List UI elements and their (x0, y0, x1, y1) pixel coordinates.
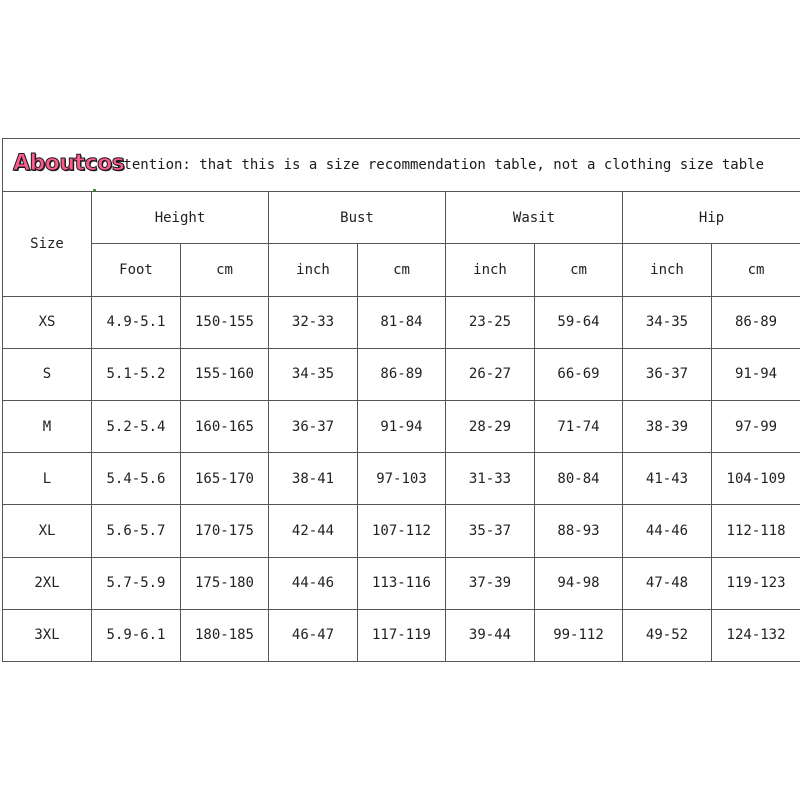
cell-bust-inch: 42-44 (269, 505, 358, 557)
cell-foot: 4.9-5.1 (92, 296, 181, 348)
cell-height-cm: 165-170 (181, 453, 269, 505)
header-group-row (3, 192, 800, 244)
cell-hip-cm: 104-109 (712, 453, 800, 505)
unit-waist-cm: cm (535, 244, 623, 296)
cell-bust-cm: 86-89 (358, 348, 446, 400)
brand-logo: Aboutcos (13, 151, 125, 177)
cell-waist-cm: 59-64 (535, 296, 623, 348)
cell-waist-inch: 37-39 (446, 557, 535, 609)
table-row (3, 505, 800, 557)
size-note: ttention: that this is a size recommendation table, not a clothing size table (115, 157, 765, 174)
cell-waist-cm: 80-84 (535, 453, 623, 505)
cell-waist-inch: 39-44 (446, 609, 535, 661)
cell-bust-cm: 81-84 (358, 296, 446, 348)
cell-foot: 5.9-6.1 (92, 609, 181, 661)
cell-foot: 5.6-5.7 (92, 505, 181, 557)
header-size: Size (3, 192, 92, 296)
cell-hip-inch: 44-46 (623, 505, 712, 557)
cell-size: 3XL (3, 609, 92, 661)
header-bust: Bust (269, 192, 446, 244)
cell-hip-inch: 38-39 (623, 400, 712, 452)
unit-bust-cm: cm (358, 244, 446, 296)
cell-hip-cm: 91-94 (712, 348, 800, 400)
cell-size: 2XL (3, 557, 92, 609)
cell-hip-inch: 49-52 (623, 609, 712, 661)
cell-height-cm: 175-180 (181, 557, 269, 609)
table-row (3, 557, 800, 609)
cell-foot: 5.1-5.2 (92, 348, 181, 400)
cell-hip-cm: 119-123 (712, 557, 800, 609)
banner-row (3, 139, 800, 192)
cell-hip-inch: 47-48 (623, 557, 712, 609)
table-row (3, 609, 800, 661)
cell-hip-inch: 36-37 (623, 348, 712, 400)
corner-mark (93, 189, 96, 192)
cell-size: XL (3, 505, 92, 557)
cell-bust-inch: 38-41 (269, 453, 358, 505)
cell-foot: 5.4-5.6 (92, 453, 181, 505)
cell-waist-inch: 35-37 (446, 505, 535, 557)
cell-waist-inch: 28-29 (446, 400, 535, 452)
unit-bust-inch: inch (269, 244, 358, 296)
cell-hip-inch: 41-43 (623, 453, 712, 505)
cell-hip-cm: 86-89 (712, 296, 800, 348)
cell-waist-cm: 88-93 (535, 505, 623, 557)
cell-waist-inch: 26-27 (446, 348, 535, 400)
cell-bust-inch: 44-46 (269, 557, 358, 609)
cell-waist-cm: 94-98 (535, 557, 623, 609)
banner-cell (3, 139, 800, 192)
cell-hip-inch: 34-35 (623, 296, 712, 348)
cell-bust-cm: 97-103 (358, 453, 446, 505)
cell-height-cm: 170-175 (181, 505, 269, 557)
cell-bust-cm: 113-116 (358, 557, 446, 609)
cell-waist-cm: 66-69 (535, 348, 623, 400)
unit-height-cm: cm (181, 244, 269, 296)
table-row (3, 348, 800, 400)
cell-waist-cm: 71-74 (535, 400, 623, 452)
cell-bust-inch: 36-37 (269, 400, 358, 452)
table-row (3, 400, 800, 452)
cell-foot: 5.7-5.9 (92, 557, 181, 609)
cell-foot: 5.2-5.4 (92, 400, 181, 452)
cell-hip-cm: 97-99 (712, 400, 800, 452)
cell-height-cm: 155-160 (181, 348, 269, 400)
table-row (3, 296, 800, 348)
cell-size: M (3, 400, 92, 452)
cell-waist-inch: 23-25 (446, 296, 535, 348)
cell-bust-cm: 91-94 (358, 400, 446, 452)
cell-bust-inch: 34-35 (269, 348, 358, 400)
cell-size: XS (3, 296, 92, 348)
size-chart-table (2, 138, 800, 662)
header-height: Height (92, 192, 269, 244)
header-unit-row (3, 244, 800, 296)
unit-hip-cm: cm (712, 244, 800, 296)
header-waist: Wasit (446, 192, 623, 244)
table-row (3, 453, 800, 505)
cell-bust-inch: 32-33 (269, 296, 358, 348)
cell-height-cm: 180-185 (181, 609, 269, 661)
cell-bust-cm: 117-119 (358, 609, 446, 661)
unit-height-foot: Foot (92, 244, 181, 296)
header-hip: Hip (623, 192, 800, 244)
cell-waist-inch: 31-33 (446, 453, 535, 505)
cell-bust-cm: 107-112 (358, 505, 446, 557)
unit-hip-inch: inch (623, 244, 712, 296)
cell-hip-cm: 124-132 (712, 609, 800, 661)
cell-size: S (3, 348, 92, 400)
unit-waist-inch: inch (446, 244, 535, 296)
cell-size: L (3, 453, 92, 505)
cell-height-cm: 150-155 (181, 296, 269, 348)
cell-waist-cm: 99-112 (535, 609, 623, 661)
cell-hip-cm: 112-118 (712, 505, 800, 557)
cell-height-cm: 160-165 (181, 400, 269, 452)
cell-bust-inch: 46-47 (269, 609, 358, 661)
